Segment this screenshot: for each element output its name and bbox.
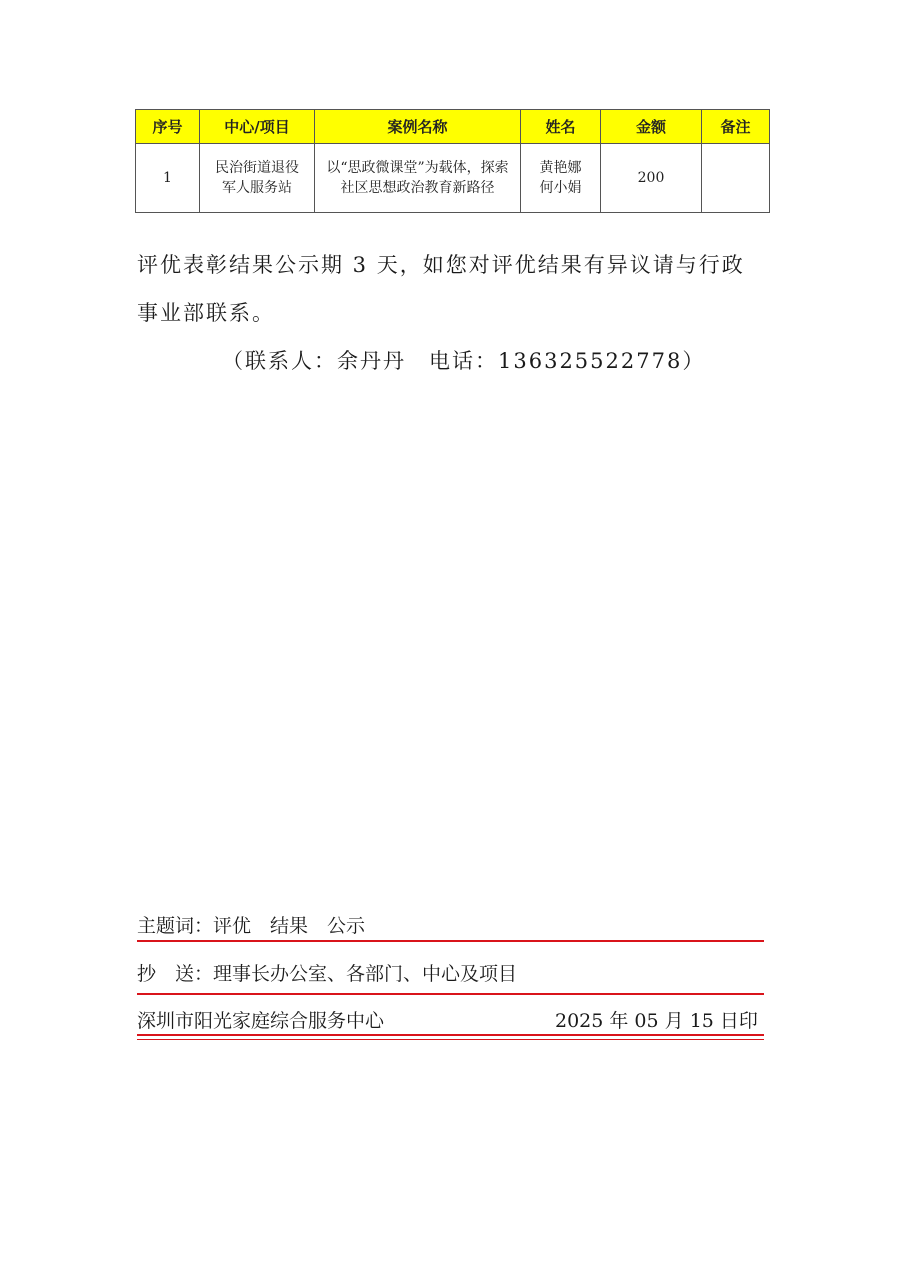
cell-names bbox=[521, 144, 601, 213]
print-date: 2025 年 05 月 15 日印 bbox=[555, 1010, 758, 1032]
header-amount: 金额 bbox=[601, 110, 702, 144]
header-note: 备注 bbox=[702, 110, 770, 144]
name-2: 何小娟 bbox=[539, 180, 582, 196]
table-row bbox=[136, 144, 770, 213]
cell-amount: 200 bbox=[601, 144, 702, 213]
contact-info: （联系人：余丹丹 电话：136325522778） bbox=[222, 349, 706, 373]
header-center: 中心/项目 bbox=[200, 110, 315, 144]
header-case-name: 案例名称 bbox=[315, 110, 521, 144]
table-header-row bbox=[136, 110, 770, 144]
cell-index: 1 bbox=[136, 144, 200, 213]
divider-red-3-thin bbox=[137, 1039, 764, 1040]
notice-line-1: 评优表彰结果公示期 3 天，如您对评优结果有异议请与行政 bbox=[137, 253, 745, 277]
cc-line: 抄 送：理事长办公室、各部门、中心及项目 bbox=[137, 963, 518, 985]
award-table bbox=[135, 109, 770, 213]
header-index: 序号 bbox=[136, 110, 200, 144]
notice-line-2: 事业部联系。 bbox=[137, 301, 275, 325]
cell-note bbox=[702, 144, 770, 213]
divider-red-3 bbox=[137, 1034, 764, 1036]
cell-case-name: 以“思政微课堂”为载体，探索社区思想政治教育新路径 bbox=[315, 144, 521, 213]
header-name: 姓名 bbox=[521, 110, 601, 144]
name-1: 黄艳娜 bbox=[539, 160, 582, 176]
organization-name: 深圳市阳光家庭综合服务中心 bbox=[137, 1010, 385, 1032]
divider-red-2 bbox=[137, 993, 764, 995]
cell-center: 民治街道退役军人服务站 bbox=[200, 144, 315, 213]
keywords-line: 主题词：评优 结果 公示 bbox=[137, 915, 366, 937]
divider-red-1 bbox=[137, 940, 764, 942]
